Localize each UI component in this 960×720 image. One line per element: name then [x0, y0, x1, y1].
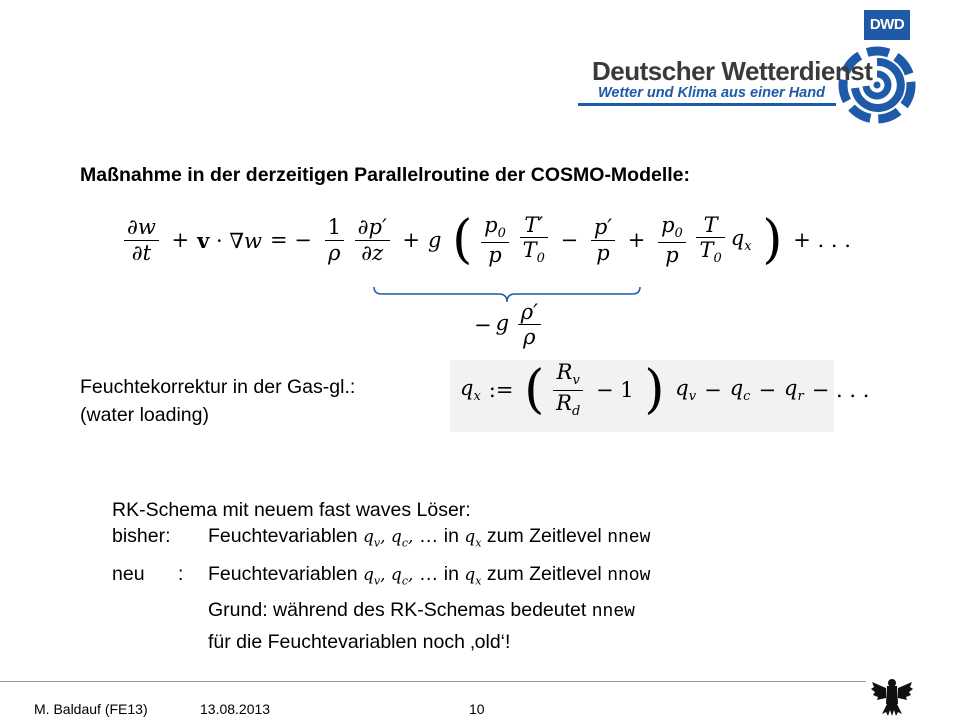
buoyancy-term: − g $\frac{\rho'}{\rho}$: [470, 300, 543, 349]
footer-author: M. Baldauf (FE13): [34, 701, 148, 717]
logo-name: Deutscher Wetterdienst: [592, 56, 873, 86]
page-number: 10: [469, 701, 485, 717]
water-loading-equation: $q_x$ := ( $\frac{R_v}{R_d}$ − 1 ) $q_v - q_c - q_r$ − . . .: [460, 360, 870, 420]
footer-rule: [0, 681, 866, 682]
mid2-text: zum Zeitlevel: [486, 563, 602, 585]
logo-tagline: Wetter und Klima aus einer Hand: [598, 85, 825, 101]
mid-text: in: [443, 525, 459, 547]
row1-text: Feuchtevariablen $q_v$, $q_c$, … in $q_x$ zum Zeitlevel nnew: [208, 525, 651, 550]
dwd-badge: DWD: [864, 10, 910, 40]
row1-label: bisher:: [112, 525, 171, 547]
grund-line-1: [208, 599, 635, 622]
mid-text: in: [443, 563, 459, 585]
footer-date: 13.08.2013: [200, 701, 271, 717]
mid2-text: zum Zeitlevel: [486, 525, 602, 547]
row2-colon: :: [178, 563, 184, 585]
prefix-text: Feuchtevariablen: [208, 563, 358, 585]
prefix-text: Feuchtevariablen: [208, 525, 358, 547]
logo-rule: [578, 103, 836, 106]
row2-label: neu: [112, 563, 145, 585]
grund-code: nnew: [591, 602, 635, 622]
feuchte-sub: (water loading): [80, 404, 209, 426]
momentum-equation: $\frac{\partial w}{\partial t}$ + v · ∇w = − $\frac{1}{\rho}$ $\frac{\partial p'}{\partial z}$ + g ( $\frac{p_0}{p}$ $\frac{T'}{T_0}$ − $\frac{p'}{p}$ + $\frac{p_0}{p}$ $\frac{T}{T_0}$ $q_x$ ) + . . .: [122, 210, 855, 270]
grund-text: Grund: während des RK-Schemas bedeutet: [208, 599, 587, 621]
feuchte-label: Feuchtekorrektur in der Gas-gl.:: [80, 376, 356, 398]
slide-heading: Maßnahme in der derzeitigen Parallelroutine der COSMO-Modelle:: [80, 164, 691, 186]
row2-text: Feuchtevariablen $q_v$, $q_c$, … in $q_x$ zum Zeitlevel nnow: [208, 563, 651, 588]
federal-eagle-icon: [870, 676, 914, 718]
level-code: nnew: [607, 528, 651, 548]
grund-line-2: für die Feuchtevariablen noch ‚old‘!: [208, 631, 511, 653]
level-code: nnow: [607, 566, 651, 586]
rk-title: RK-Schema mit neuem fast waves Löser:: [112, 499, 471, 521]
